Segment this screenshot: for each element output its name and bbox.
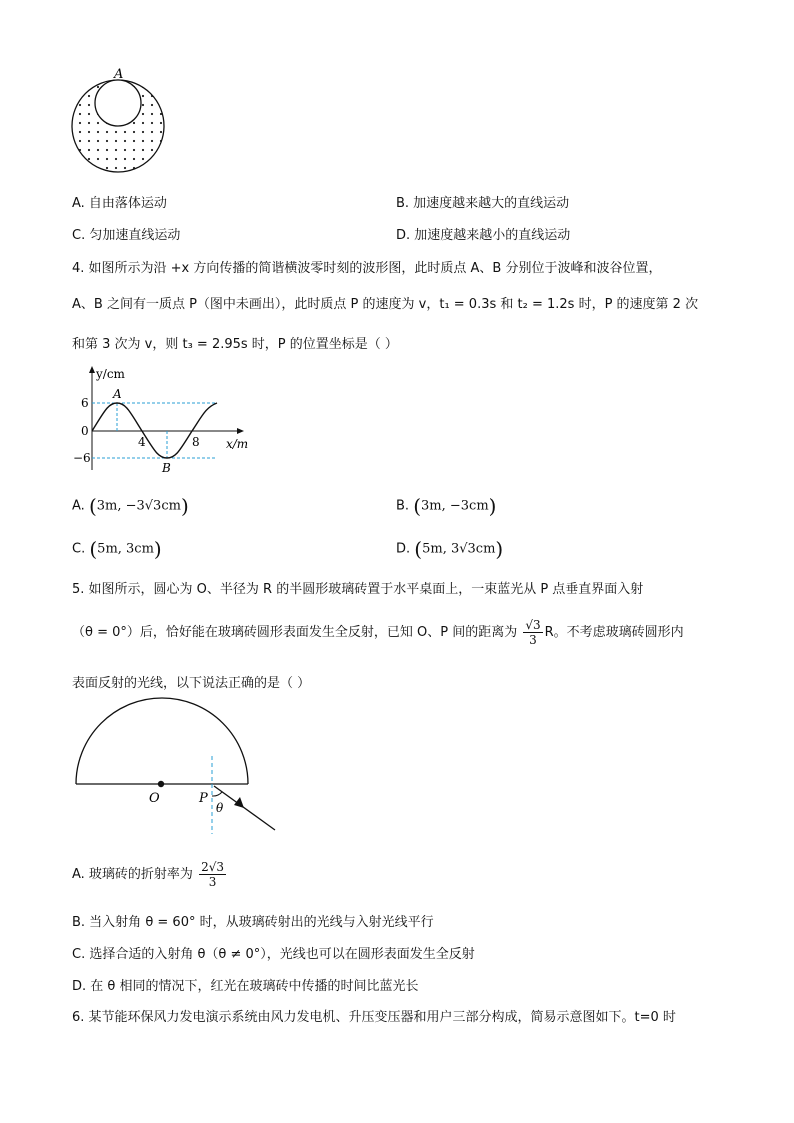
q4-option-a [72, 494, 189, 518]
q5-stem-line1: 5. 如图所示，圆心为 O、半径为 R 的半圆形玻璃砖置于水平桌面上，一束蓝光从 P 点垂直界面入射 [72, 582, 644, 597]
paren-open: ( [413, 494, 422, 518]
q5-stem-line2-a: （θ = 0°）后，恰好能在玻璃砖圆形表面发生全反射，已知 O、P 间的距离为 [72, 625, 518, 640]
y-axis-arrow [89, 366, 95, 373]
tick-neg6: −6 [73, 451, 91, 465]
inner-circle [95, 80, 141, 126]
label-P: P [199, 791, 208, 806]
q5-distance-fraction [523, 618, 542, 647]
fraction-denominator: 3 [529, 633, 537, 647]
label-O: O [149, 791, 160, 806]
x-axis-arrow [237, 428, 244, 434]
q3-option-b: B. 加速度越来越大的直线运动 [396, 196, 570, 211]
paren-close: ) [488, 494, 497, 518]
tick-4: 4 [138, 435, 146, 449]
q4-stem-line2: A、B 之间有一质点 P（图中未画出），此时质点 P 的速度为 v，t₁ = 0.3s 和 t₂ = 1.2s 时，P 的速度第 2 次 [72, 297, 699, 312]
q4-stem-line3: 和第 3 次为 v，则 t₃ = 2.95s 时，P 的位置坐标是（ ） [72, 337, 398, 352]
q4-option-a-label: A. [72, 498, 85, 514]
q4-option-b-label: B. [396, 498, 410, 514]
label-A: A [113, 387, 122, 401]
paren-close: ) [495, 537, 504, 561]
label-A: A [114, 67, 124, 82]
q4-option-c-value: 5m, 3cm [97, 541, 154, 557]
q4-option-a-value: 3m, −3√3cm [96, 498, 181, 514]
q5-stem-line3: 表面反射的光线，以下说法正确的是（ ） [72, 676, 311, 691]
q3-option-a: A. 自由落体运动 [72, 196, 167, 211]
q5-option-d: D. 在 θ 相同的情况下，红光在玻璃砖中传播的时间比蓝光长 [72, 979, 419, 994]
paren-open: ( [89, 537, 98, 561]
paren-open: ( [414, 537, 423, 561]
paren-close: ) [153, 537, 162, 561]
q5-option-c: C. 选择合适的入射角 θ（θ ≠ 0°），光线也可以在圆形表面发生全反射 [72, 947, 475, 962]
q4-option-d [396, 537, 503, 561]
q3-option-d: D. 加速度越来越小的直线运动 [396, 228, 571, 243]
q5-stem-line2 [72, 618, 684, 647]
tick-0: 0 [81, 424, 89, 438]
fraction-denominator: 3 [208, 875, 217, 889]
incident-ray-arrow [234, 797, 244, 808]
semicircle-glass-figure [68, 696, 288, 838]
wave-graph [72, 362, 272, 478]
q4-option-d-value: 5m, 3√3cm [422, 541, 496, 557]
q5-option-a-text: A. 玻璃砖的折射率为 [72, 867, 193, 882]
q5-option-b: B. 当入射角 θ = 60° 时，从玻璃砖射出的光线与入射光线平行 [72, 915, 434, 930]
label-B: B [162, 461, 171, 475]
tick-8: 8 [192, 435, 200, 449]
paren-open: ( [88, 494, 97, 518]
q4-option-b [396, 494, 496, 518]
xlabel: x/m [226, 437, 249, 451]
q4-option-b-value: 3m, −3cm [421, 498, 489, 514]
q4-stem-line1: 4. 如图所示为沿 +x 方向传播的简谐横波零时刻的波形图，此时质点 A、B 分别位于波峰和波谷位置， [72, 261, 662, 276]
q5-stem-line2-b: R。不考虑玻璃砖圆形内 [544, 625, 684, 640]
semicircle-arc [76, 698, 248, 784]
q3-option-c: C. 匀加速直线运动 [72, 228, 181, 243]
figure-circle-cavity [68, 66, 168, 178]
ylabel: y/cm [96, 367, 125, 381]
q6-stem-line1: 6. 某节能环保风力发电演示系统由风力发电机、升压变压器和用户三部分构成，简易示意图如下。t=0 时 [72, 1010, 676, 1025]
label-theta: θ [216, 801, 224, 815]
q4-option-c [72, 537, 162, 561]
q5-option-a [72, 860, 228, 889]
q4-option-c-label: C. [72, 541, 86, 557]
q4-option-d-label: D. [396, 541, 411, 557]
tick-6: 6 [81, 396, 89, 410]
q5-option-a-fraction [199, 860, 226, 889]
paren-close: ) [180, 494, 189, 518]
theta-arc [212, 792, 222, 796]
fraction-numerator: √3 [525, 618, 541, 632]
fraction-numerator: 2√3 [201, 860, 224, 874]
center-O [158, 781, 164, 787]
